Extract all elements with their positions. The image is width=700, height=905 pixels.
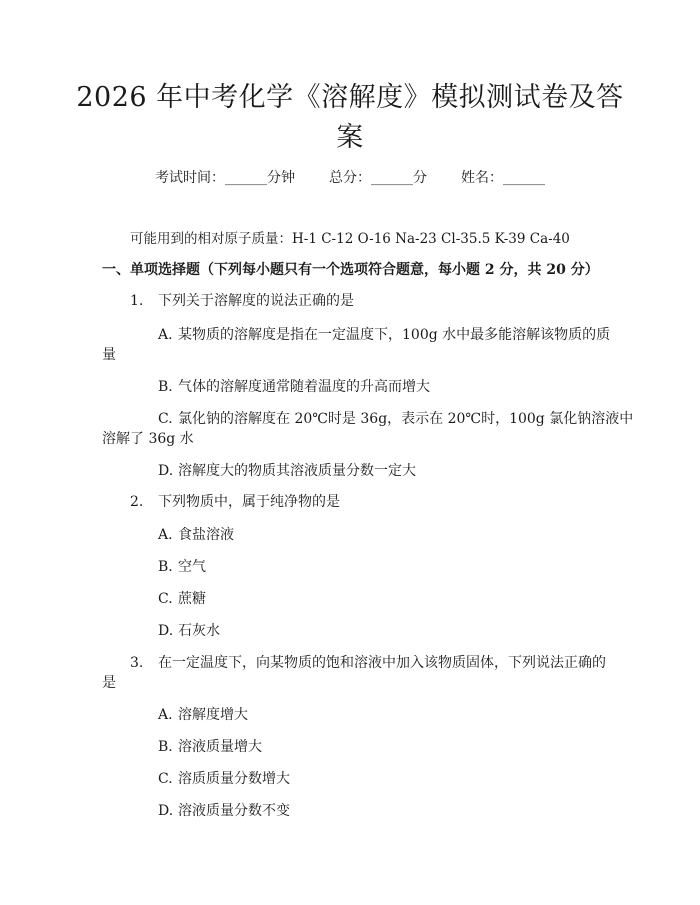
option-letter: D.	[158, 623, 174, 639]
question-1-option-c-continued: 溶解了 36g 水	[102, 431, 194, 447]
option-text: 溶液质量增大	[178, 739, 262, 755]
question-number: 2.	[130, 494, 144, 510]
option-letter: D.	[158, 463, 174, 479]
title-line-1: 2026 年中考化学《溶解度》模拟测试卷及答	[76, 82, 624, 113]
option-text: 食盐溶液	[178, 527, 234, 543]
question-3-stem	[130, 653, 606, 673]
option-text: 石灰水	[178, 623, 220, 639]
option-text: 某物质的溶解度是指在一定温度下，100g 水中最多能溶解该物质的质	[178, 327, 611, 343]
question-2-option-d	[158, 621, 220, 641]
question-3-option-b	[158, 737, 262, 757]
option-text: 氯化钠的溶解度在 20℃时是 36g，表示在 20℃时，100g 氯化钠溶液中	[178, 411, 634, 427]
option-text: 气体的溶解度通常随着温度的升高而增大	[178, 379, 430, 395]
question-2-option-c	[158, 589, 206, 609]
option-text: 溶液质量分数不变	[178, 803, 290, 819]
question-1-option-d	[158, 461, 416, 481]
question-1-option-b	[158, 377, 430, 397]
option-letter: B.	[158, 559, 173, 575]
option-letter: C.	[158, 411, 173, 427]
option-letter: C.	[158, 771, 173, 787]
question-1-option-c	[158, 409, 633, 429]
question-1-option-a	[158, 325, 610, 345]
exam-info-line	[0, 168, 700, 188]
question-text: 下列关于溶解度的说法正确的是	[158, 293, 354, 309]
total-score-field: 总分：______分	[329, 170, 427, 186]
question-2-stem	[130, 492, 340, 512]
atomic-mass-note: 可能用到的相对原子质量：H-1 C-12 O-16 Na-23 Cl-35.5 K-39 Ca-40	[130, 231, 570, 247]
question-text: 下列物质中，属于纯净物的是	[158, 494, 340, 510]
question-3-stem-continued: 是	[102, 675, 116, 691]
option-letter: B.	[158, 739, 173, 755]
question-2-option-a	[158, 525, 234, 545]
title-line-2: 案	[336, 122, 364, 153]
exam-time-field: 考试时间：______分钟	[155, 170, 295, 186]
option-letter: A.	[158, 327, 173, 343]
option-letter: C.	[158, 591, 173, 607]
section-header: 一、单项选择题（下列每小题只有一个选项符合题意，每小题 2 分，共 20 分）	[102, 262, 599, 278]
option-text: 蔗糖	[178, 591, 206, 607]
question-text: 在一定温度下，向某物质的饱和溶液中加入该物质固体，下列说法正确的	[158, 655, 606, 671]
question-3-option-a	[158, 705, 248, 725]
page-title	[60, 78, 640, 158]
option-text: 空气	[178, 559, 206, 575]
option-letter: A.	[158, 527, 173, 543]
option-letter: D.	[158, 803, 174, 819]
option-text: 溶解度大的物质其溶液质量分数一定大	[178, 463, 416, 479]
question-number: 3.	[130, 655, 144, 671]
option-text: 溶解度增大	[178, 707, 248, 723]
question-3-option-c	[158, 769, 290, 789]
question-1-stem	[130, 291, 354, 311]
option-text: 溶质质量分数增大	[178, 771, 290, 787]
student-name-field: 姓名：______	[461, 170, 545, 186]
option-letter: B.	[158, 379, 173, 395]
question-1-option-a-continued: 量	[102, 347, 116, 363]
option-letter: A.	[158, 707, 173, 723]
question-2-option-b	[158, 557, 206, 577]
question-3-option-d	[158, 801, 290, 821]
question-number: 1.	[130, 293, 144, 309]
